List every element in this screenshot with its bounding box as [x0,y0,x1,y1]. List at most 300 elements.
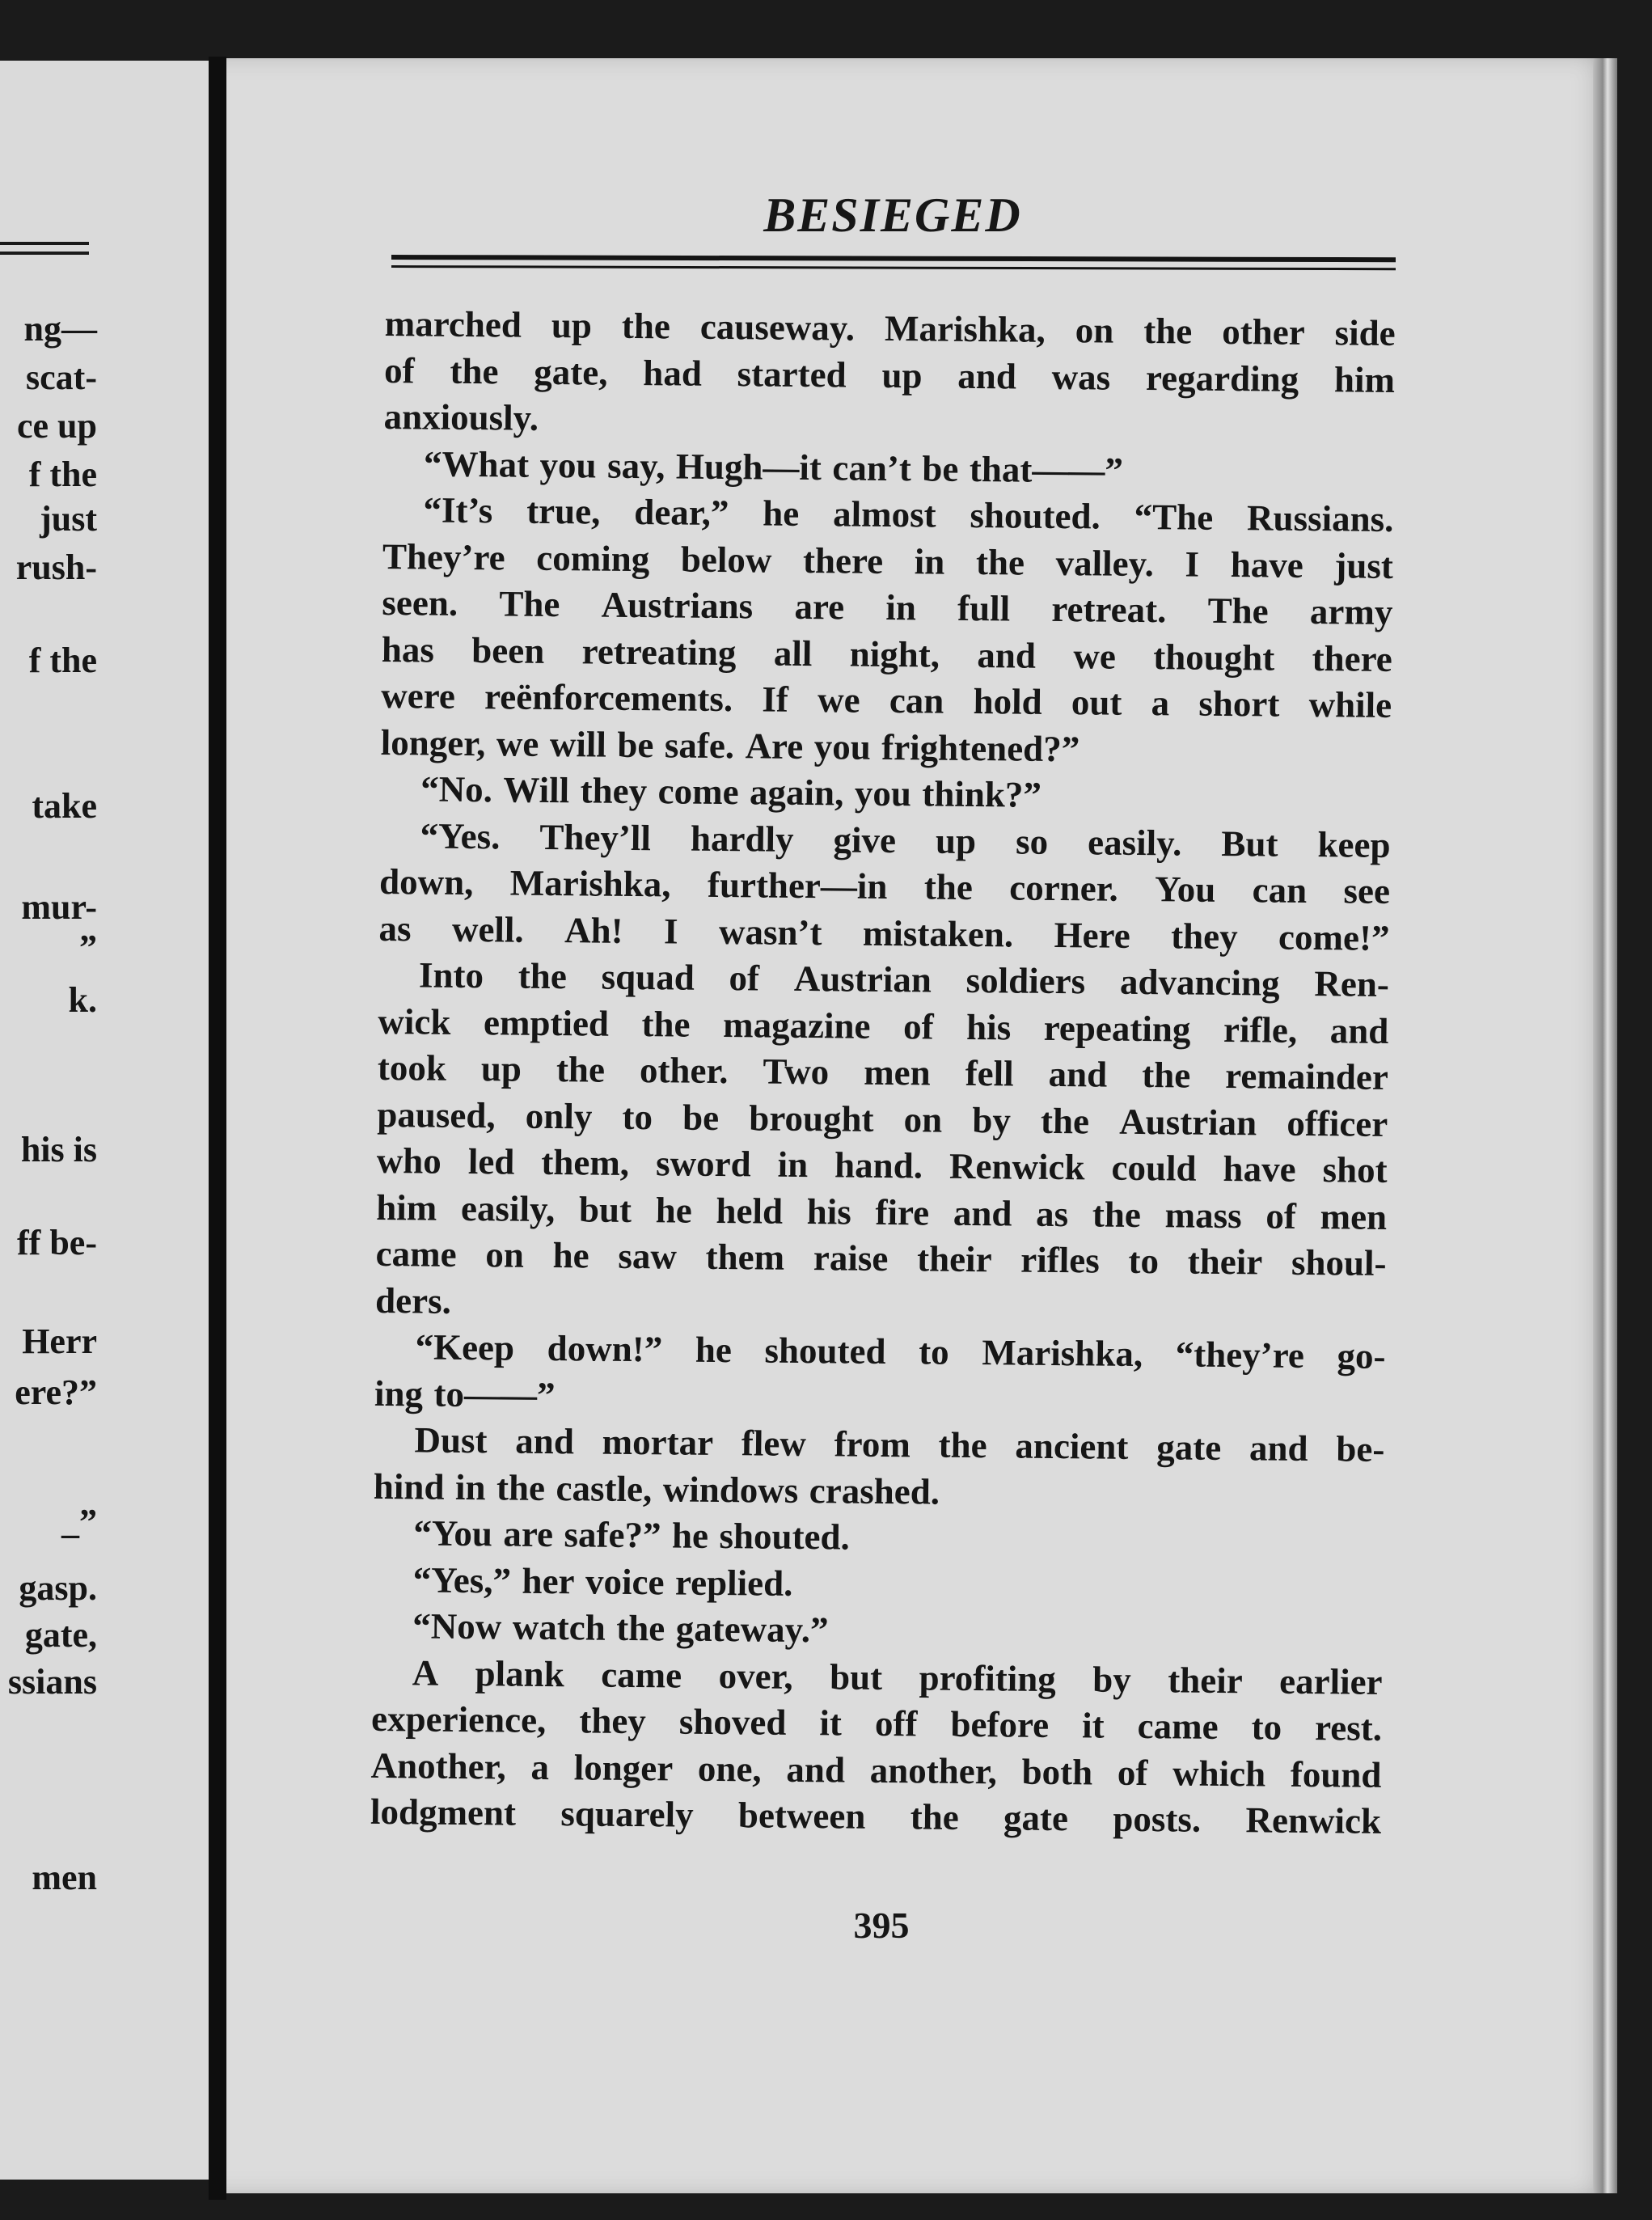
word: rifle, [1223,1009,1298,1051]
word: in [454,1466,486,1507]
word: short [1198,683,1280,725]
word: mass [1164,1194,1242,1236]
word: as [378,907,412,949]
word: there [802,539,884,581]
word: of [729,958,760,999]
word: to [918,1331,949,1372]
word: the [496,1466,546,1508]
word: coming [536,537,650,579]
word: officer [1287,1102,1388,1144]
word: was [1051,356,1111,398]
word: profiting [919,1656,1057,1699]
left-page-line: ng— [23,309,97,349]
word: men [1320,1195,1388,1237]
text-line [371,1696,1382,1752]
left-page-line: gasp. [19,1568,97,1608]
word: him [376,1186,437,1228]
word: the [910,1796,959,1837]
word: up [881,354,923,395]
word: Marishka, [509,862,671,905]
word: further—in [707,864,888,907]
page-number: 395 [853,1905,910,1946]
word: has [381,628,435,670]
word: “You [413,1512,493,1554]
word: come!” [1278,916,1390,958]
word: shoved [678,1701,787,1743]
word: the [1040,1100,1090,1141]
left-page-line: ff be- [17,1223,97,1262]
word: on [485,1234,525,1275]
word: the [1092,1193,1142,1235]
left-page-rule [0,252,89,255]
head-rule-thick [391,255,1396,262]
word: squad [601,956,695,998]
word: his [806,1190,852,1233]
word: below [680,539,772,581]
left-page-line: his is [20,1130,97,1169]
word: dear,” [634,491,729,534]
word: Another, [370,1744,506,1787]
word: up [480,1048,522,1089]
word: Will [503,769,570,811]
word: give [833,818,897,861]
word: “The [1134,496,1214,538]
word: night, [849,633,940,675]
word: of [1265,1195,1297,1237]
word: shoul- [1291,1241,1387,1283]
left-page-line: ere?” [15,1372,97,1412]
word: his [965,1006,1012,1047]
word: well. [451,908,524,950]
word: are [503,1513,554,1555]
word: ancient [1015,1425,1129,1467]
word: they [579,1700,647,1742]
word: raise [813,1237,889,1279]
word: Renwick [949,1145,1085,1188]
word: posts. [1113,1798,1202,1840]
word: down!” [547,1327,663,1370]
text-line [378,998,1388,1054]
word: “Now [412,1605,502,1647]
word: came [375,1233,457,1275]
word: watch [512,1606,606,1648]
text-line [370,1789,1381,1845]
word: before [950,1703,1050,1745]
word: almost [832,493,936,535]
word: “Keep [415,1326,515,1368]
word: regarding [1145,357,1299,400]
word: we [496,722,539,764]
word: the [1141,1055,1191,1096]
left-page-line: f the [28,455,97,494]
word: squarely [560,1793,694,1835]
word: Marishka, [884,307,1046,350]
word: led [467,1141,515,1182]
word: the [616,1607,665,1649]
word: have [1223,1148,1296,1190]
left-page-line: _” [61,1502,97,1541]
word: “What [423,442,530,485]
word: repeating [1043,1007,1191,1050]
word: experience, [370,1698,547,1740]
word: earlier [1278,1660,1383,1702]
word: on [1075,310,1114,351]
word: that——” [969,448,1124,491]
left-page-line: ” [79,928,97,967]
word: brought [749,1097,874,1140]
word: If [762,679,789,720]
left-page-line: rush- [15,548,97,587]
word: up [551,304,593,346]
word: of [902,1005,934,1047]
word: be [617,724,654,765]
word: gate, [534,351,608,393]
word: came [1137,1706,1219,1747]
word: gate [1003,1797,1069,1839]
word: have [1230,543,1303,586]
word: so [1015,821,1049,862]
word: I [1185,543,1200,585]
word: The [1207,590,1269,632]
word: be- [1336,1428,1385,1469]
word: hind [373,1465,445,1507]
word: started [737,353,847,395]
page-gutter [209,57,226,2200]
word: plank [475,1652,565,1694]
word: while [1308,683,1392,725]
left-page-rule [0,242,89,245]
left-page-line: take [32,786,97,826]
word: Ren- [1314,963,1390,1004]
word: a [530,1746,550,1787]
word: just [1334,544,1394,586]
word: flew [741,1423,807,1465]
word: he [552,1235,589,1276]
word: “Yes. [420,814,501,856]
word: are [794,586,845,628]
word: Hugh—it [675,445,822,488]
word: up [935,820,977,861]
word: it [819,1702,843,1744]
word: ders. [374,1279,452,1321]
word: frightened?” [881,726,1080,769]
word: their [1168,1659,1243,1701]
word: their [916,1238,992,1280]
word: Into [418,954,484,996]
word: other. [639,1050,729,1092]
word: voice [585,1560,665,1602]
word: them, [541,1141,630,1183]
word: be [682,1097,720,1138]
left-page-line: f the [28,641,97,680]
word: paused, [377,1093,496,1135]
word: Marishka, [982,1332,1143,1375]
word: the [923,866,974,908]
word: safe. [664,724,735,766]
word: easily. [1087,821,1182,863]
left-facing-page [0,61,210,2180]
word: wasn’t [718,911,822,953]
word: but [829,1655,883,1698]
head-rule-thin [391,265,1396,270]
word: emptied [483,1001,610,1044]
word: found [1290,1753,1382,1795]
word: can [889,680,944,721]
word: men [863,1051,931,1093]
word: the [556,1049,606,1090]
word: as [1035,1193,1069,1234]
left-page-line: ssians [7,1662,97,1702]
word: to [1251,1706,1282,1748]
left-page-line: just [40,499,97,539]
word: both [1021,1751,1093,1792]
word: and [786,1749,846,1791]
word: longer, [380,721,486,763]
word: down, [378,861,474,903]
left-page-line: Herr [22,1321,97,1361]
word: and [1048,1053,1108,1095]
word: can’t [832,446,912,488]
word: go- [1337,1335,1386,1376]
word: Two [763,1051,830,1093]
word: causeway. [699,306,856,349]
word: army [1309,590,1393,632]
word: her [522,1560,575,1601]
word: but [578,1188,632,1230]
word: to [622,1096,653,1137]
word: hold [973,681,1042,722]
word: Renwick [1245,1799,1382,1842]
word: other [1221,311,1305,353]
word: which [1172,1752,1266,1795]
word: thought [1153,636,1275,679]
word: by [972,1099,1012,1140]
word: “No. [420,768,493,810]
word: their [1187,1241,1263,1283]
word: sword [655,1143,751,1185]
word: the [518,955,568,997]
word: valley. [1055,542,1155,584]
word: one, [697,1748,762,1790]
word: him [1333,358,1396,400]
word: mortar [602,1421,714,1463]
word: magazine [722,1004,871,1047]
word: shouted. [719,1516,851,1558]
left-page-line: men [32,1858,97,1897]
body-text [370,301,1396,1845]
word: and [957,355,1017,396]
word: corner. [1009,867,1119,909]
word: side [1334,312,1396,353]
left-page-line: ce up [17,406,97,446]
word: gateway.” [675,1608,829,1651]
word: longer [573,1746,674,1789]
word: anxiously. [383,395,539,438]
word: Austrian [1118,1101,1257,1143]
word: A [412,1651,439,1694]
word: had [643,352,703,394]
word: crashed. [809,1469,940,1512]
left-page-line: k. [68,980,97,1020]
word: off [874,1702,918,1744]
word: I [663,910,678,952]
word: to [1128,1240,1160,1282]
word: You [1154,869,1216,910]
word: only [525,1095,593,1137]
word: of [1117,1752,1148,1793]
word: come [657,771,739,813]
word: replied. [674,1562,793,1604]
word: a [1151,683,1170,724]
word: soldiers [965,959,1086,1002]
word: you [539,444,597,486]
word: Are [745,725,804,767]
word: “Yes,” [412,1558,512,1601]
word: and [977,634,1037,676]
word: Austrian [793,958,932,1000]
word: they [580,770,648,812]
word: between [737,1795,866,1837]
word: could [1111,1147,1197,1189]
word: the [641,1003,691,1045]
word: can [1252,869,1308,911]
word: “It’s [423,489,493,531]
word: he [763,493,800,534]
word: keep [1317,823,1391,865]
word: the [621,305,671,347]
word: true, [526,490,601,532]
word: Dust [414,1419,488,1461]
word: they [1170,915,1238,957]
word: and [1329,1009,1389,1051]
word: all [773,632,813,674]
word: hardly [690,818,794,860]
text-line [377,1091,1388,1147]
word: They’ll [539,816,652,858]
word: came [600,1654,682,1696]
word: be [922,447,959,489]
word: and [515,1420,575,1462]
word: the [1143,311,1193,352]
left-page-line: mur- [21,887,97,927]
word: who [376,1140,442,1182]
word: marched [384,302,522,345]
word: rifles [1020,1239,1101,1281]
word: there [1312,637,1393,679]
word: you [854,772,912,814]
word: in [777,1144,809,1186]
word: again, [749,772,844,814]
word: he [695,1329,733,1371]
left-page-line: scat- [26,357,97,397]
word: shouted. [970,494,1101,537]
word: windows [662,1468,799,1511]
word: saw [618,1235,678,1277]
word: Here [1054,914,1130,956]
word: “they’re [1175,1334,1305,1376]
word: mistaken. [862,912,1014,954]
word: them [705,1236,785,1278]
word: castle, [556,1467,653,1509]
word: and [1249,1427,1308,1469]
word: advancing [1119,961,1280,1004]
word: retreat. [1051,588,1167,631]
word: we [1073,635,1117,677]
word: lodgment [370,1791,517,1833]
word: he [655,1189,692,1231]
running-head: BESIEGED [763,188,1022,242]
word: out [1071,682,1122,723]
word: remainder [1224,1055,1389,1097]
left-page-line: gate, [24,1615,97,1655]
word: and [953,1192,1012,1233]
word: But [1221,822,1278,865]
word: from [834,1423,911,1465]
word: They’re [382,535,505,577]
word: the [975,541,1025,583]
word: shot [1322,1149,1388,1190]
page-edge [1593,58,1617,2193]
word: were [381,674,456,717]
word: it [1081,1705,1105,1746]
word: he [671,1515,709,1556]
word: fell [965,1052,1014,1094]
word: Austrians [601,584,754,627]
word: another, [869,1749,998,1791]
word: wick [378,1000,451,1042]
word: The [499,583,560,625]
word: to——” [433,1373,556,1415]
word: Russians. [1246,497,1394,539]
word: gate [1156,1427,1222,1468]
word: of [383,349,415,391]
word: the [450,350,499,391]
word: the [938,1424,987,1466]
word: in [885,586,917,628]
word: over, [718,1655,793,1697]
text-line [380,766,1391,822]
word: took [377,1047,447,1089]
word: ing [374,1372,424,1414]
word: full [957,587,1011,629]
word: we [817,679,860,721]
word: safe?” [564,1514,661,1556]
word: held [716,1190,784,1232]
word: shouted [764,1330,886,1372]
word: you [813,725,871,767]
text-line [382,487,1393,543]
word: been [471,629,545,671]
text-line [379,859,1390,915]
word: seen. [382,581,458,624]
word: will [549,723,607,765]
word: say, [606,445,665,486]
word: fire [875,1191,930,1233]
word: rest. [1314,1707,1383,1749]
word: on [903,1098,943,1140]
book-page [226,58,1617,2193]
word: hand. [834,1144,923,1186]
text-line [383,394,1394,450]
word: reënforcements. [484,676,733,720]
word: retreating [581,630,737,673]
word: easily, [460,1187,556,1229]
word: in [914,540,945,582]
word: see [1343,870,1391,911]
text-line [376,1184,1387,1240]
word: think?” [922,773,1042,815]
word: Ah! [564,909,623,951]
